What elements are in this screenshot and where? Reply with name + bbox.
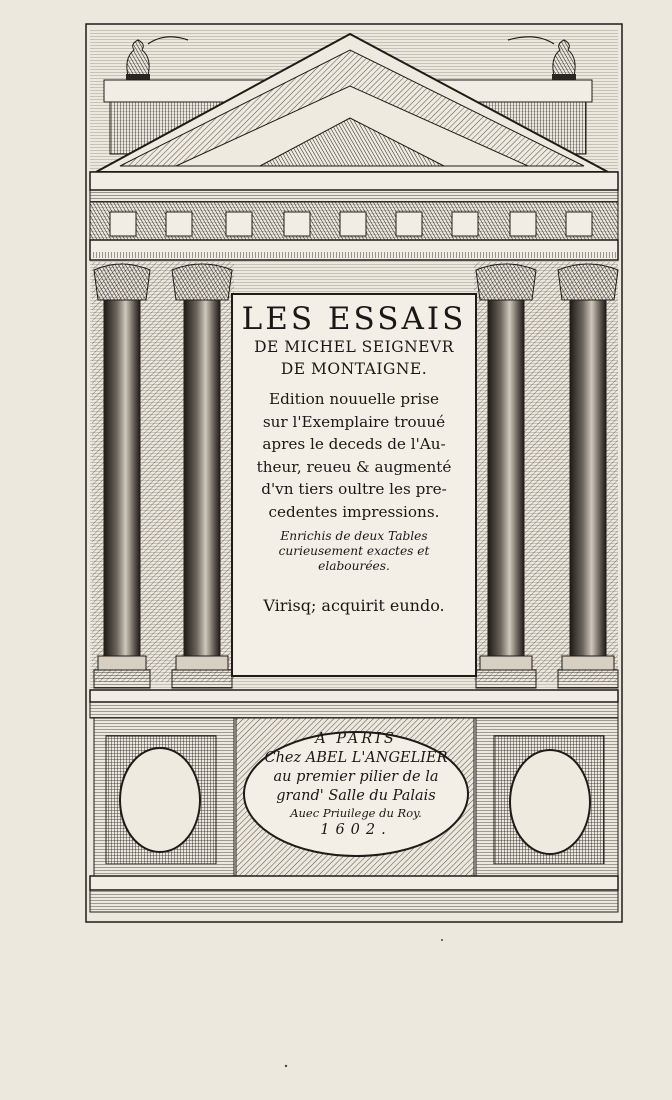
edition-line: cedentes impressions. bbox=[268, 502, 440, 521]
edition-line: theur, reueu & augmenté bbox=[256, 457, 452, 476]
tables-statement bbox=[236, 529, 472, 574]
imprint-privilege: Auec Priuilege du Roy. bbox=[290, 806, 422, 820]
imprint-block bbox=[250, 730, 462, 858]
tables-line: curieusement exactes et bbox=[278, 544, 430, 558]
imprint-printer: Chez ABEL L'ANGELIER bbox=[264, 750, 448, 766]
title-block bbox=[236, 298, 472, 672]
pedestal-right bbox=[476, 718, 618, 876]
frieze-windows bbox=[110, 212, 592, 236]
edition-line: apres le deceds de l'Au- bbox=[262, 435, 446, 453]
tables-line: elabourées. bbox=[318, 559, 390, 573]
imprint-city: A PARIS bbox=[315, 731, 397, 747]
imprint-address-2: grand' Salle du Palais bbox=[276, 788, 436, 804]
edition-line: d'vn tiers oultre les pre- bbox=[261, 480, 447, 498]
imprint-address-1: au premier pilier de la bbox=[273, 769, 439, 785]
pedestal-left bbox=[94, 718, 234, 876]
paper-speck bbox=[441, 939, 443, 941]
edition-line: sur l'Exemplaire trouué bbox=[262, 412, 446, 431]
author-line-2: DE MONTAIGNE. bbox=[280, 360, 428, 378]
paper-speck bbox=[285, 1065, 287, 1067]
motto: Virisq; acquirit eundo. bbox=[263, 596, 445, 615]
imprint-year: 1602. bbox=[320, 822, 392, 838]
edition-line: Edition nouuelle prise bbox=[268, 390, 439, 408]
author-line-1: DE MICHEL SEIGNEVR bbox=[254, 338, 454, 356]
tables-line: Enrichis de deux Tables bbox=[280, 529, 428, 543]
edition-statement bbox=[236, 388, 472, 523]
book-title: LES ESSAIS bbox=[241, 301, 467, 337]
